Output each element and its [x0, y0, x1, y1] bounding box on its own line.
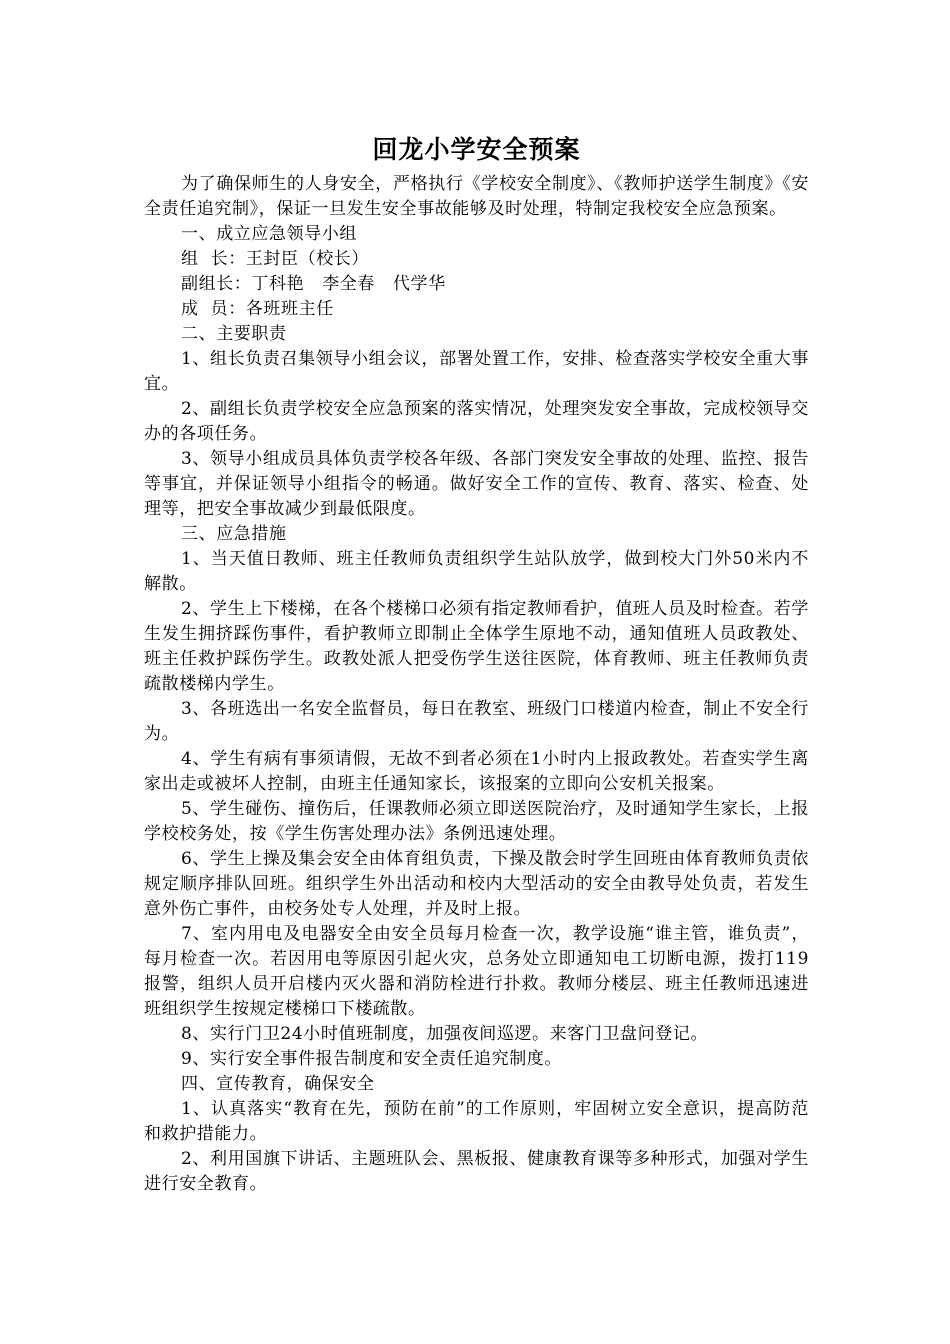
- section-heading-4: 四、宣传教育，确保安全: [181, 1074, 375, 1094]
- measure-paragraph-3: 3、各班选出一名安全监督员，每日在教室、班级门口楼道内检查，制止不安全行为。: [144, 699, 809, 744]
- measure-paragraph-5: 5、学生碰伤、撞伤后，任课教师必须立即送医院治疗，及时通知学生家长，上报学校校务处，按《学生伤害处理办法》条例迅速处理。: [144, 799, 809, 844]
- intro-paragraph: 为了确保师生的人身安全，严格执行《学校安全制度》、《教师护送学生制度》《安全责任追究制》，保证一旦发生安全事故能够及时处理，特制定我校安全应急预案。: [144, 174, 809, 219]
- document-page: [144, 130, 809, 1197]
- team-leader-line: 组 长：王封臣（校长）: [181, 249, 370, 269]
- members-line: 成 员：各班班主任: [181, 299, 334, 319]
- measure-paragraph-7: 7、室内用电及电器安全由安全员每月检查一次，教学设施“谁主管，谁负责”，每月检查一次。若因用电等原因引起火灾，总务处立即通知电工切断电源，拨打119报警，组织人员开启楼内灭火器和消防栓进行扑救。教师分楼层、班主任教师迅速进班组织学生按规定楼梯口下楼疏散。: [144, 924, 809, 1019]
- education-paragraph-1: 1、认真落实“教育在先，预防在前”的工作原则，牢固树立安全意识，提高防范和救护措能力。: [144, 1099, 809, 1144]
- document-title: 回龙小学安全预案: [372, 135, 581, 164]
- duty-paragraph-1: 1、组长负责召集领导小组会议，部署处置工作，安排、检查落实学校安全重大事宜。: [144, 349, 809, 394]
- measure-paragraph-8: 8、实行门卫24小时值班制度，加强夜间巡逻。来客门卫盘问登记。: [181, 1024, 709, 1044]
- education-paragraph-2: 2、利用国旗下讲话、主题班队会、黑板报、健康教育课等多种形式，加强对学生进行安全教育。: [144, 1149, 809, 1194]
- measure-paragraph-2: 2、学生上下楼梯，在各个楼梯口必须有指定教师看护，值班人员及时检查。若学生发生拥挤踩伤事件，看护教师立即制止全体学生原地不动，通知值班人员政教处、班主任救护踩伤学生。政教处派人把受伤学生送往医院，体育教师、班主任教师负责疏散楼梯内学生。: [144, 599, 809, 694]
- section-heading-2: 二、主要职责: [181, 324, 287, 344]
- duty-paragraph-3: 3、领导小组成员具体负责学校各年级、各部门突发安全事故的处理、监控、报告等事宜，并保证领导小组指令的畅通。做好安全工作的宣传、教育、落实、检查、处理等，把安全事故减少到最低限度。: [144, 449, 809, 519]
- measure-paragraph-9: 9、实行安全事件报告制度和安全责任追究制度。: [181, 1049, 563, 1069]
- measure-paragraph-1: 1、当天值日教师、班主任教师负责组织学生站队放学，做到校大门外50米内不解散。: [144, 549, 809, 594]
- measure-paragraph-4: 4、学生有病有事须请假，无故不到者必须在1小时内上报政教处。若查实学生离家出走或被坏人控制，由班主任通知家长，该报案的立即向公安机关报案。: [144, 749, 809, 794]
- duty-paragraph-2: 2、副组长负责学校安全应急预案的落实情况，处理突发安全事故，完成校领导交办的各项任务。: [144, 399, 809, 444]
- document-body: [144, 172, 809, 1197]
- section-heading-3: 三、应急措施: [181, 524, 287, 544]
- measure-paragraph-6: 6、学生上操及集会安全由体育组负责，下操及散会时学生回班由体育教师负责依规定顺序排队回班。组织学生外出活动和校内大型活动的安全由教导处负责，若发生意外伤亡事件，由校务处专人处理，并及时上报。: [144, 849, 809, 919]
- deputy-leaders-line: 副组长：丁科艳 李全春 代学华: [181, 274, 446, 294]
- section-heading-1: 一、成立应急领导小组: [181, 224, 357, 244]
